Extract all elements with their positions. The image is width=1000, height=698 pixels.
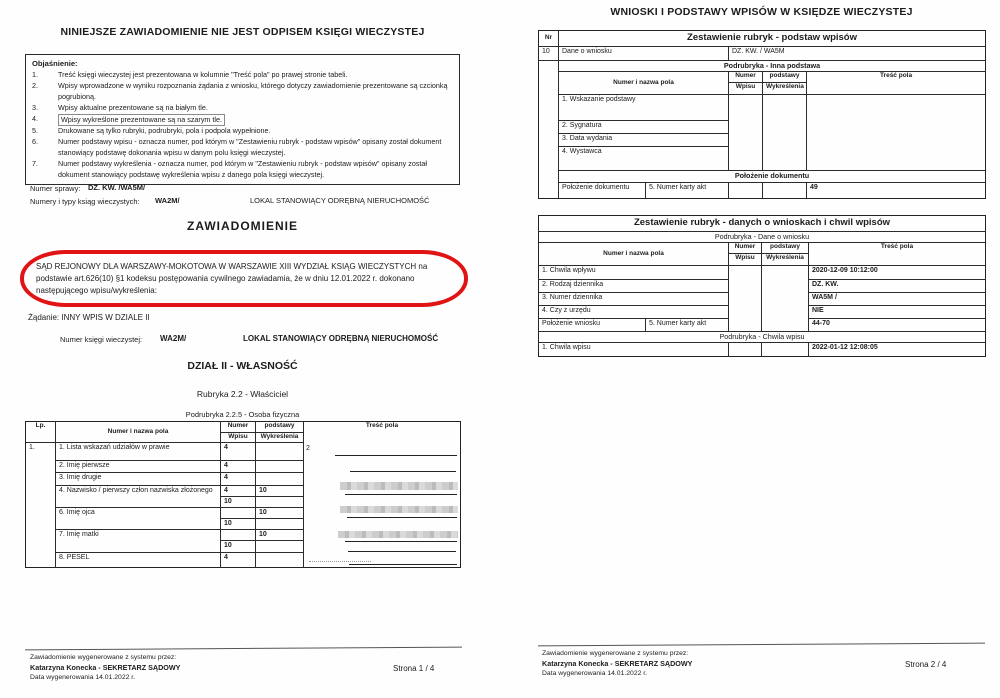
col-wykreslenia: Wykreślenia <box>762 254 809 266</box>
footer-rule <box>538 643 985 647</box>
subrubric-row <box>539 332 986 343</box>
page-2 <box>500 0 1000 698</box>
footer-line-1: Zawiadomienie wygenerowane z systemu przez: <box>30 654 177 661</box>
footer-secretary: Katarzyna Konecka - SEKRETARZ SĄDOWY <box>542 658 693 668</box>
explanation-item <box>32 137 453 159</box>
explanation-item <box>32 126 453 137</box>
wykreslenia-value <box>256 443 304 461</box>
field-name: 3. Numer dziennika <box>539 293 729 306</box>
explanation-title: Objaśnienie: <box>32 59 78 68</box>
lp-cell: 1. <box>26 443 56 568</box>
item-text: Treść księgi wieczystej jest prezentowana w kolumnie "Treść pola" po prawej stronie tabeli. <box>58 70 348 80</box>
item-text: Numer podstawy wykreślenia - oznacza numer, pod którym w "Zestawieniu rubryk - podstaw wpisów" opisany został dokument stanowiący podstawę wykreślenia wpisu z danego pola księgi wieczystej. <box>58 158 428 179</box>
table-title-row <box>539 31 986 47</box>
wpisu-value <box>729 134 763 147</box>
field-name: 2. Imię pierwsze <box>56 461 221 473</box>
table-row <box>539 306 986 319</box>
request-data-label: Dane o wniosku <box>559 47 729 61</box>
item-number: 7. <box>32 158 38 168</box>
footer-date: Data wygenerowania 14.01.2022 r. <box>30 674 136 682</box>
location-field: 5. Numer karty akt <box>646 319 729 332</box>
tresc-redacted-column <box>304 443 461 568</box>
redaction-line <box>347 517 457 518</box>
wpisu-value: 4 <box>221 473 256 486</box>
wykreslenia-value: 10 <box>256 530 304 541</box>
table-row <box>539 134 986 147</box>
item-text: Drukowane są tylko rubryki, podrubryki, pola i podpola wypełnione. <box>58 126 271 136</box>
notice-heading: ZAWIADOMIENIE <box>187 219 298 233</box>
col-podstawy: podstawy <box>762 243 809 254</box>
wpisu-value: 10 <box>221 519 256 530</box>
wpisu-value <box>729 319 762 332</box>
redaction-line <box>335 455 457 456</box>
table-title-row <box>539 216 986 232</box>
table-row <box>539 95 986 121</box>
page-number: Strona 1 / 4 <box>393 664 435 673</box>
footer-generated <box>30 653 180 683</box>
document-location-section: Położenie dokumentu <box>559 171 986 183</box>
col-tresc: Treść pola <box>809 243 986 266</box>
wpisu-value <box>729 95 763 121</box>
location-field: 5. Numer karty akt <box>646 183 729 199</box>
item-text: Wpisy wprowadzone w wyniku rozpoznania żądania z wniosku, którego dotyczy zawiadomienie prezentowane są czcionką pogrubioną. <box>58 81 448 101</box>
table1-title: Zestawienie rubryk - podstaw wpisów <box>559 31 986 47</box>
section-title: DZIAŁ II - WŁASNOŚĆ <box>187 360 298 372</box>
register-label: Numer księgi wieczystej: <box>60 335 143 344</box>
location-label: Położenie dokumentu <box>559 183 646 199</box>
table-row <box>539 343 986 357</box>
subrubric-row <box>539 232 986 243</box>
location-row <box>539 319 986 332</box>
wpisu-value: 4 <box>221 443 256 461</box>
field-name: 2. Rodzaj dziennika <box>539 280 729 293</box>
wykreslenia-value <box>256 519 304 530</box>
table-row <box>26 443 461 461</box>
wykreslenia-value <box>763 95 807 121</box>
section-row <box>539 171 986 183</box>
field-name: 4. Czy z urzędu <box>539 306 729 319</box>
field-name: 7. Imię matki <box>56 530 221 553</box>
wpisu-value: 10 <box>221 541 256 553</box>
subrubric-row <box>539 61 986 72</box>
item-text: Numer podstawy wpisu - oznacza numer, pod którym w "Zestawieniu rubryk - podstaw wpisów" opisany został dokument stanowiący podstawę dokonania wpisu w danym polu księgi wieczystej. <box>58 137 442 157</box>
wykreslenia-value: 10 <box>256 508 304 519</box>
col-field-name: Numer i nazwa pola <box>539 243 729 266</box>
request-value: INNY WPIS W DZIALE II <box>61 313 150 322</box>
table-header-row <box>539 243 986 254</box>
wpisu-value: 4 <box>221 486 256 497</box>
red-highlight-oval <box>20 250 468 307</box>
wykreslenia-value <box>763 134 807 147</box>
location-label: Położenie wniosku <box>539 319 646 332</box>
field-name: 6. Imię ojca <box>56 508 221 530</box>
case-number-label: Numer sprawy: <box>30 184 81 193</box>
col-wykreslenia: Wykreślenia <box>256 433 304 443</box>
explanation-item <box>32 103 453 114</box>
court-notice-text: SĄD REJONOWY DLA WARSZAWY-MOKOTOWA W WARSZAWIE XIII WYDZIAŁ KSIĄG WIECZYSTYCH na podstawie art.626(10) §1 kodeksu postępowania cywilnego zawiadamia, że w dniu 12.01.2022 r. dokonano następującego wpisu/wykreślenia: <box>36 262 428 295</box>
field-name: 1. Lista wskazań udziałów w prawie <box>56 443 221 461</box>
page2-title: WNIOSKI I PODSTAWY WPISÓW W KSIĘDZE WIECZYSTEJ <box>610 6 913 18</box>
table-row <box>539 121 986 134</box>
table-header-row <box>26 422 461 433</box>
col-numer: Numer <box>729 72 763 83</box>
wpisu-value: 4 <box>221 553 256 568</box>
wykreslenia-value <box>256 473 304 486</box>
wpisu-value <box>729 280 762 293</box>
table2-title: Zestawienie rubryk - danych o wnioskach i chwil wpisów <box>539 216 986 232</box>
request-label: Żądanie: <box>28 313 60 322</box>
redaction-line <box>350 471 456 472</box>
field-name: 8. PESEL <box>56 553 221 568</box>
item-number: 3. <box>32 102 38 112</box>
grey-redaction-bar <box>340 506 458 513</box>
rubric-title: Rubryka 2.2 - Właściciel <box>196 389 289 399</box>
nr-value: 10 <box>539 47 559 61</box>
col-numer: Numer <box>729 243 762 254</box>
request-data-row <box>539 47 986 61</box>
tresc-value <box>807 134 986 147</box>
wykreslenia-value <box>763 121 807 134</box>
owner-table <box>25 421 461 568</box>
wpisu-value <box>729 343 762 357</box>
field-name: 2. Sygnatura <box>559 121 729 134</box>
item-text <box>58 114 453 127</box>
col-podstawy: podstawy <box>763 72 807 83</box>
wykreslenia-value <box>762 319 809 332</box>
explanation-item <box>32 70 453 81</box>
wykreslenia-value <box>762 306 809 319</box>
table-header-row <box>539 72 986 83</box>
footer-generated <box>542 649 692 679</box>
location-value: 49 <box>810 184 818 191</box>
request-line <box>28 313 150 322</box>
grey-redaction-bar <box>340 482 458 490</box>
wykreslenia-value <box>256 497 304 508</box>
redaction-line <box>349 564 457 565</box>
wpisu-value <box>729 183 763 199</box>
wpisu-value: 4 <box>221 461 256 473</box>
col-wykreslenia: Wykreślenia <box>763 83 807 95</box>
subrubric-label: Podrubryka - Chwila wpisu <box>539 332 986 343</box>
wykreslenia-value <box>256 553 304 568</box>
table-row <box>539 280 986 293</box>
location-value: 44-70 <box>809 319 986 332</box>
col-lp: Lp. <box>26 422 56 443</box>
tresc-value <box>807 121 986 134</box>
wykreslenia-value <box>762 280 809 293</box>
grey-redaction-bar <box>338 531 458 538</box>
wpisu-value <box>221 508 256 519</box>
col-field-name: Numer i nazwa pola <box>559 72 729 95</box>
wykreslenia-value <box>762 293 809 306</box>
explanation-item <box>32 114 453 127</box>
subrubric-label: Podrubryka - Inna podstawa <box>559 61 986 72</box>
tresc-value: DZ. KW. <box>809 280 986 293</box>
item-number: 5. <box>32 126 38 136</box>
field-name: 3. Data wydania <box>559 134 729 147</box>
case-number-value: DZ. KW. /WA5M/ <box>88 183 146 192</box>
tresc-value: 2 <box>306 444 310 452</box>
explanation-box <box>25 54 460 185</box>
wpisu-value <box>729 147 763 171</box>
redaction-line <box>348 551 456 552</box>
table-row <box>539 293 986 306</box>
wykreslenia-value <box>256 461 304 473</box>
subrubric-title: Podrubryka 2.2.5 - Osoba fizyczna <box>185 410 300 419</box>
field-name: 4. Wystawca <box>559 147 729 171</box>
wpisu-value <box>221 530 256 541</box>
item-number: 6. <box>32 137 38 147</box>
wpisu-value <box>729 266 762 280</box>
field-name: 1. Chwila wpisu <box>539 343 729 357</box>
col-tresc: Treść pola <box>365 422 399 429</box>
tresc-value: 2022-01-12 12:08:05 <box>812 344 878 351</box>
item-number: 1. <box>32 70 38 80</box>
tresc-value: 2020-12-09 10:12:00 <box>809 266 986 280</box>
field-name: 1. Chwila wpływu <box>539 266 729 280</box>
col-tresc: Treść pola <box>807 72 986 95</box>
explanation-item <box>32 159 453 181</box>
entry-bases-table <box>538 30 986 199</box>
location-row <box>539 183 986 199</box>
tresc-value <box>807 147 986 171</box>
tresc-value: WA5M / <box>809 293 986 306</box>
footer-date: Data wygenerowania 14.01.2022 r. <box>542 670 648 678</box>
footer-rule <box>25 647 462 651</box>
field-name: 4. Nazwisko / pierwszy człon nazwiska złożonego <box>56 486 221 508</box>
register-value: WA2M/ <box>160 334 187 343</box>
register-type-2: LOKAL STANOWIĄCY ODRĘBNĄ NIERUCHOMOŚĆ <box>243 334 439 343</box>
grey-background-sample: Wpisy wykreślone prezentowane są na szarym tle. <box>58 114 225 127</box>
nr-empty-cell <box>539 61 559 199</box>
wykreslenia-value <box>256 541 304 553</box>
item-number: 4. <box>32 113 38 123</box>
page-number: Strona 2 / 4 <box>905 660 947 669</box>
wykreslenia-value <box>762 343 809 357</box>
field-name: 1. Wskazanie podstawy <box>559 95 729 121</box>
item-number: 2. <box>32 81 38 91</box>
wykreslenia-value: 10 <box>256 486 304 497</box>
footer-secretary: Katarzyna Konecka - SEKRETARZ SĄDOWY <box>30 662 181 672</box>
col-wpisu: Wpisu <box>221 433 256 443</box>
wpisu-value <box>729 306 762 319</box>
footer-line-1: Zawiadomienie wygenerowane z systemu przez: <box>542 650 689 657</box>
field-name: 3. Imię drugie <box>56 473 221 486</box>
wykreslenia-value <box>763 147 807 171</box>
register-numbers-label: Numery i typy ksiąg wieczystych: <box>30 197 140 206</box>
col-numer: Numer <box>221 422 256 433</box>
redaction-line <box>345 541 457 542</box>
wpisu-value <box>729 293 762 306</box>
wykreslenia-value <box>763 183 807 199</box>
table-row <box>539 147 986 171</box>
dotted-redaction-line <box>309 561 371 562</box>
page1-title: NINIEJSZE ZAWIADOMIENIE NIE JEST ODPISEM KSIĘGI WIECZYSTEJ <box>60 26 425 38</box>
col-field-name: Numer i nazwa pola <box>56 422 221 443</box>
tresc-value: NIE <box>809 306 986 319</box>
request-data-value: DZ. KW. / WA5M <box>729 47 986 61</box>
explanation-item <box>32 81 453 103</box>
tresc-value <box>807 95 986 121</box>
subrubric-label: Podrubryka - Dane o wniosku <box>539 232 986 243</box>
wpisu-value <box>729 121 763 134</box>
col-wpisu: Wpisu <box>729 254 762 266</box>
table-row <box>539 266 986 280</box>
col-podstawy: podstawy <box>256 422 304 433</box>
nr-header: Nr <box>539 31 559 47</box>
register-type: LOKAL STANOWIĄCY ODRĘBNĄ NIERUCHOMOŚĆ <box>250 196 430 205</box>
item-text: Wpisy aktualne prezentowane są na białym tle. <box>58 102 208 112</box>
redaction-line <box>345 494 457 495</box>
wpisu-value: 10 <box>221 497 256 508</box>
col-wpisu: Wpisu <box>729 83 763 95</box>
register-number-value: WA2M/ <box>155 196 180 205</box>
wykreslenia-value <box>762 266 809 280</box>
request-times-table <box>538 215 986 357</box>
